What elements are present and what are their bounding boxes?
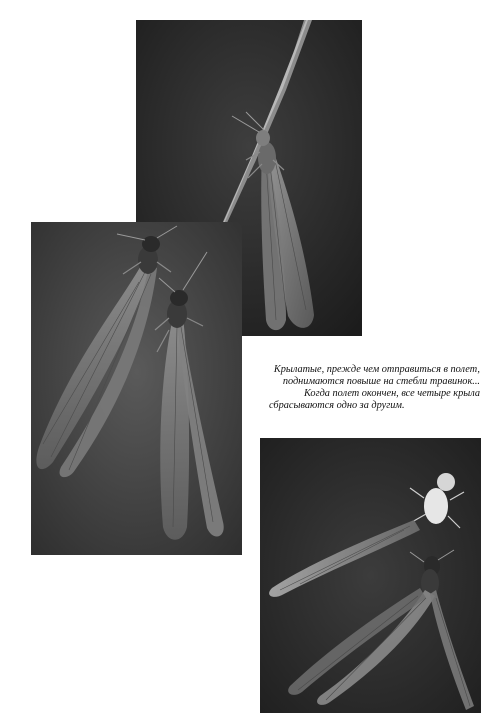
caption-line: Когда полет окончен, все четыре крыла	[303, 388, 480, 399]
caption-line: сбрасываются одно за другим.	[269, 400, 405, 411]
caption-line: Крылатые, прежде чем отправиться в полет,	[273, 364, 480, 375]
shed-wings-image	[260, 438, 481, 713]
two-termites-image	[31, 222, 242, 555]
photo-shed-wings	[260, 438, 481, 713]
photo-caption	[256, 364, 480, 412]
photo-two-termites	[31, 222, 242, 555]
caption-line: поднимаются повыше на стебли травинок...	[282, 376, 480, 387]
